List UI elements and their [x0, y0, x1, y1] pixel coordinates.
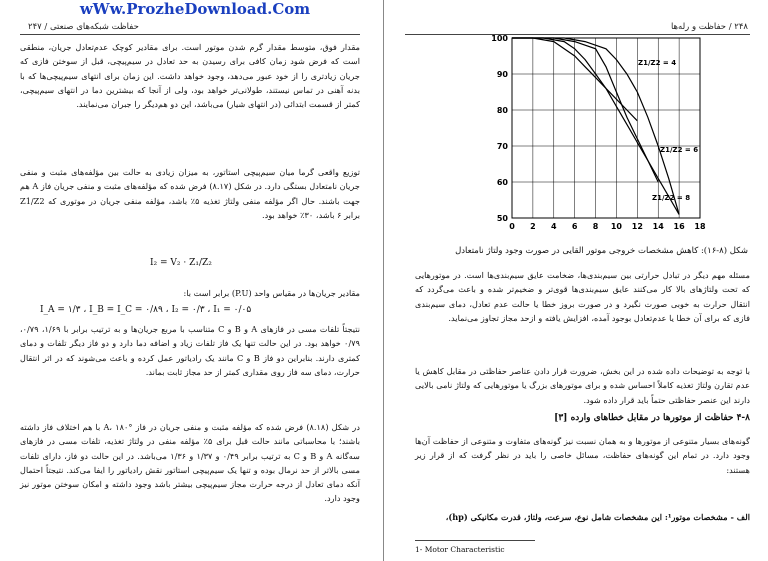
left-head-rule [20, 34, 360, 35]
y-tick-label: 60 [496, 178, 508, 187]
y-tick-label: 50 [496, 214, 508, 223]
left-para-5: در شکل (۸.۱۸) فرض شده که مؤلفه مثبت و منفی جریان در فاز A، ۱۸۰° با هم اختلاف فاز داشته باشند؛ با محاسباتی مانند حالت قبل برای ۵٪ مؤلفه منفی در ولتاژ تغذیه، تلفات مسی در فازهای سه‌گانه A و B و C به ترتیب برابر ۰/۴۹ و ۱/۳۷ و ۱/۳۶ می‌باشد. در این حالت دو فاز، دارای تلفات مسی بالاتر از حد نرمال بوده و تنها یک سیم‌پیچی استاتور نقش رادیاتور را ایفا می‌کند. نتیجتاً احتمال آنکه دمای تعادل از درجه حرارت مجاز سیم‌پیچی بیشتر باشد وجود داشته و امکان سوختن موتور نیز وجود دارد. [20, 422, 361, 504]
y-tick-label: 70 [496, 142, 508, 151]
left-formula-2: I_A = ۱/۳ ، I_B = I_C = ۰/۸۹ ، I₂ = ۰/۳ ، I₁ = ۰/۰۵ [40, 305, 252, 315]
right-para-2: با توجه به توضیحات داده شده در این بخش، ضرورت قرار دادن عناصر حفاظتی در مقابل کاهش یا عدم تقارن ولتاژ تغذیه کاملاً احساس شده و برای موتورهای بزرگ یا موتورهایی که ولتاژ نامی بالایی دارند این عنصر حفاظتی حتماً باید قرار داده شود. [415, 366, 750, 405]
left-para-1: مقدار فوق، متوسط مقدار گرم شدن موتور است. برای مقادیر کوچک عدم‌تعادل جریان، منطقی است که فرض شود زمان کافی برای رسیدن به حد تعادل در سیم‌پیچی، قبل از سوختن فازی که جریان زیادتری را از خود عبور می‌دهد، وجود خواهد داشت. این زمان برای انتهای سیم‌پیچی‌ها که با بدنه آهنی در تماس نیستند، طولانی‌تر خواهد بود، ولی از آنجا که بیشترین دما در انتهای سیم‌پیچی، کمتر از قسمت ابتدائی (در انتهای شیار) می‌باشد، این دو هم‌دیگر را جبران می‌نمایند. [20, 42, 360, 110]
footnote: 1- Motor Characteristic [415, 545, 505, 554]
y-tick-label: 100 [491, 34, 508, 43]
right-page [385, 0, 768, 561]
chart-annotations [638, 59, 698, 202]
right-item-a: الف - مشخصات موتور¹: این مشخصات شامل نوع، سرعت، ولتاژ، قدرت مکانیکی (hp)، [445, 512, 750, 522]
right-para-1: مسئله مهم دیگر در تبادل حرارتی بین سیم‌بندی‌ها، ضخامت عایق سیم‌بندی‌ها است. در موتورهایی که تحت ولتاژهای بالا کار می‌کنند عایق سیم‌بندی‌ها قوی‌تر و ضخیم‌تر شده و باعث می‌گردد که انتقال حرارت به خوبی صورت نگیرد و در صورت بروز خطا یا حالت عدم تعادل، دمای سیم‌بندی فازی که برای آن خطا یا عدم‌تعادل بوجود آمده، افزایش یافته و ازحد مجاز تجاوز می‌نماید. [415, 270, 750, 323]
annotation-label: Z1/Z2 = 8 [652, 194, 691, 202]
x-tick-label: 0 [509, 222, 515, 231]
x-tick-label: 18 [694, 222, 706, 231]
x-tick-label: 10 [610, 222, 623, 231]
section-heading: ۴-۸ حفاظت از موتورها در مقابل خطاهای وارده [۳] [554, 413, 750, 423]
left-para-4: نتیجتاً تلفات مسی در فازهای A و B و C متناسب با مربع جریان‌ها و به ترتیب برابر با ۱/۶۹، ۰/۷۹، ۰/۷۹ خواهد بود. در این حالت تنها یک فاز تلفات زیاد و اضافه دما دارد و دو فاز دیگر تلفات و دمای کمتری دارند. بنابراین دو فاز B و C مانند یک رادیاتور عمل کرده و باعث می‌شوند که در اثر انتقال حرارت، دمای سه فاز روی مقداری کمتر از حد مجاز ثابت بماند. [20, 324, 360, 377]
watermark: wWw.ProzheDownload.Com [79, 0, 311, 18]
annotation-label: Z1/Z2 = 4 [638, 59, 677, 67]
y-tick-label: 80 [496, 106, 508, 115]
x-tick-label: 12 [631, 222, 643, 231]
chart-x-ticks [509, 222, 706, 231]
y-tick-label: 90 [496, 70, 508, 79]
x-tick-label: 2 [530, 222, 536, 231]
x-tick-label: 8 [592, 222, 599, 231]
right-running-head: ۲۴۸ / حفاظت و رله‌ها [670, 22, 748, 32]
motor-derating-chart [480, 30, 710, 240]
figure-caption: شکل (۸-۱۶): کاهش مشخصات خروجی موتور القایی در صورت وجود ولتاژ نامتعادل [455, 246, 748, 256]
right-para-3: گونه‌های بسیار متنوعی از موتورها و به همان نسبت نیز گونه‌های متفاوت و متنوعی از حفاظت آن‌ها وجود دارد. در تمام این گونه‌های حفاظت، مسائل خاصی را باید در نظر گرفت که از قرار زیر هستند: [415, 436, 750, 475]
x-tick-label: 14 [652, 222, 664, 231]
left-formula-1: I₂ = V₂ · Z₁/Z₂ [150, 258, 212, 268]
footnote-rule [415, 540, 535, 541]
left-para-3: مقادیر جریان‌ها در مقیاس واحد (P.U) برابر است با: [183, 288, 360, 298]
annotation-label: Z1/Z2 = 6 [660, 146, 699, 154]
left-para-2: توزیع واقعی گرما میان سیم‌پیچی استاتور، به میزان زیادی به حالت بین مؤلفه‌های مثبت و منفی جریان نامتعادل بستگی دارد. در شکل (۸.۱۷) فرض شده که مؤلفه‌های مثبت و منفی جریان فاز A هم جهت باشند. حال اگر مؤلفه منفی ولتاژ تغذیه ۵٪ باشد، مؤلفه منفی جریان در موتوری که Z1/Z2 برابر ۶ باشد، ۳۰٪ خواهد بود. [20, 167, 361, 220]
left-running-head: حفاظت شبکه‌های صنعتی / ۲۴۷ [28, 22, 139, 32]
x-tick-label: 4 [550, 222, 557, 231]
x-tick-label: 16 [673, 222, 685, 231]
x-tick-label: 6 [571, 222, 578, 231]
chart-y-ticks [491, 34, 508, 223]
